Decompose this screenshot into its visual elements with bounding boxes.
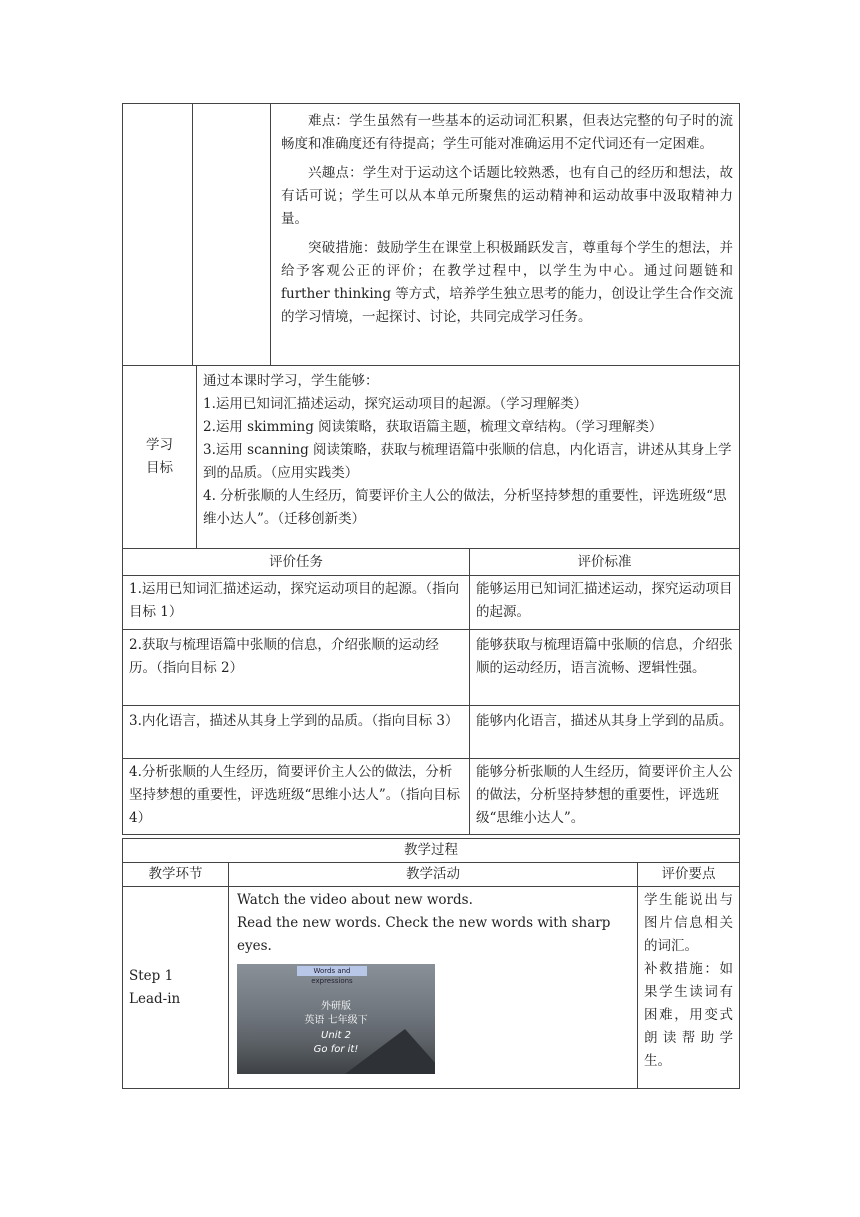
- difficulty-paragraph: 难点：学生虽然有一些基本的运动词汇积累，但表达完整的句子时的流畅度和准确度还有待提高；学生可能对准确运用不定代词还有一定困难。: [281, 113, 733, 152]
- objective-item: 2.运用 skimming 阅读策略，获取语篇主题，梳理文章结构。（学习理解类）: [203, 419, 663, 435]
- thumbnail-publisher: 外研版: [321, 1001, 351, 1012]
- video-thumbnail: [237, 964, 435, 1074]
- eval-standard-header: 评价标准: [470, 549, 740, 576]
- empty-cell: [123, 104, 193, 366]
- objectives-label-2: 目标: [146, 460, 173, 476]
- col-activity-header: 教学活动: [229, 863, 638, 887]
- objectives-label: 学习: [146, 437, 173, 453]
- key-points-cell: [271, 104, 740, 366]
- step-title: Lead-in: [129, 990, 181, 1007]
- eval-standard-cell: 能够内化语言，描述从其身上学到的品质。: [470, 706, 740, 759]
- interest-paragraph: 兴趣点：学生对于运动这个话题比较熟悉，也有自己的经历和想法，故有话可说；学生可以从本单元所聚焦的运动精神和运动故事中汲取精神力量。: [281, 165, 733, 227]
- key-points-table: [122, 103, 740, 366]
- teaching-process-table: [122, 838, 740, 1089]
- thumbnail-unit-title: Go for it!: [313, 1044, 359, 1055]
- objective-item: 3.运用 scanning 阅读策略，获取与梳理语篇中张顺的信息，内化语言，讲述从其身上学到的品质。（应用实践类）: [203, 442, 732, 481]
- objectives-cell: [197, 366, 740, 549]
- step-activity-cell: [229, 887, 638, 1089]
- eval-task-cell: 3.内化语言，描述从其身上学到的品质。（指向目标 3）: [123, 706, 470, 759]
- process-title: 教学过程: [123, 839, 740, 863]
- eval-standard-cell: 能够运用已知词汇描述运动，探究运动项目的起源。: [470, 576, 740, 630]
- evaluation-point: 学生能说出与图片信息相关的词汇。: [644, 892, 734, 954]
- objective-item: 1.运用已知词汇描述运动，探究运动项目的起源。（学习理解类）: [203, 396, 588, 412]
- step-name-cell: [123, 887, 229, 1089]
- activity-line: Watch the video about new words.: [237, 892, 473, 908]
- objectives-intro: 通过本课时学习，学生能够：: [203, 373, 379, 389]
- eval-task-header: 评价任务: [123, 549, 470, 576]
- empty-cell: [193, 104, 271, 366]
- col-points-header: 评价要点: [638, 863, 740, 887]
- activity-line: Read the new words. Check the new words with sharp eyes.: [237, 915, 611, 954]
- objectives-evaluation-table: [122, 365, 740, 835]
- step-number: Step 1: [129, 967, 174, 984]
- col-stage-header: 教学环节: [123, 863, 229, 887]
- remedy-measure: 补救措施：如果学生读词有困难，用变式朗读帮助学生。: [644, 961, 734, 1069]
- objective-item: 4. 分析张顺的人生经历，简要评价主人公的做法，分析坚持梦想的重要性，评选班级“思维小达人”。（迁移创新类）: [203, 488, 727, 527]
- measures-paragraph: 突破措施：鼓励学生在课堂上积极踊跃发言，尊重每个学生的想法，并给予客观公正的评价；在教学过程中，以学生为中心。通过问题链和 further thinking 等方式，培养学生独立思考的能力，创设让学生合作交流的学习情境，一起探讨、讨论，共同完成学习任务。: [281, 240, 733, 325]
- eval-task-cell: 2.获取与梳理语篇中张顺的信息，介绍张顺的运动经历。（指向目标 2）: [123, 630, 470, 706]
- step-points-cell: [638, 887, 740, 1089]
- eval-task-cell: 4.分析张顺的人生经历，简要评价主人公的做法，分析坚持梦想的重要性，评选班级“思维小达人”。（指向目标 4）: [123, 759, 470, 835]
- thumbnail-banner: Words and expressions: [297, 966, 367, 976]
- eval-standard-cell: 能够获取与梳理语篇中张顺的信息，介绍张顺的运动经历，语言流畅、逻辑性强。: [470, 630, 740, 706]
- objectives-label-cell: [123, 366, 197, 549]
- eval-standard-cell: 能够分析张顺的人生经历，简要评价主人公的做法，分析坚持梦想的重要性，评选班级“思维小达人”。: [470, 759, 740, 835]
- eval-task-cell: 1.运用已知词汇描述运动，探究运动项目的起源。（指向目标 1）: [123, 576, 470, 630]
- thumbnail-grade: 英语 七年级下: [304, 1015, 368, 1026]
- thumbnail-unit: Unit 2: [321, 1030, 351, 1041]
